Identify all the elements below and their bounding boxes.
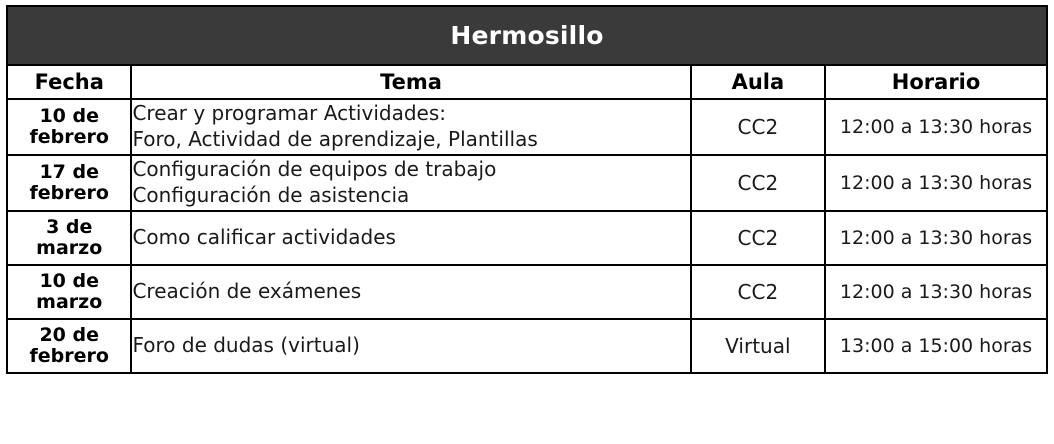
cell-horario: 12:00 a 13:30 horas (825, 155, 1047, 211)
cell-aula: CC2 (691, 211, 826, 265)
cell-fecha (7, 155, 131, 211)
tema-line-2: Foro, Actividad de aprendizaje, Plantillas (132, 127, 538, 151)
fecha-line-1: 10 de (39, 269, 99, 292)
fecha-line-1: 3 de (46, 215, 93, 238)
cell-tema (131, 99, 690, 155)
tema-line-1: Foro de dudas (virtual) (132, 333, 360, 358)
cell-aula: CC2 (691, 99, 826, 155)
cell-tema (131, 211, 690, 265)
tema-line-1: Crear y programar Actividades: (132, 101, 446, 126)
cell-fecha (7, 265, 131, 319)
table-row (7, 265, 1047, 319)
cell-aula: CC2 (691, 265, 826, 319)
cell-tema (131, 155, 690, 211)
table-title-row (7, 6, 1047, 65)
table-row (7, 211, 1047, 265)
cell-aula: Virtual (691, 319, 826, 373)
page-title: Hermosillo (7, 6, 1047, 65)
fecha-line-2: febrero (29, 182, 109, 204)
column-header-tema: Tema (131, 65, 690, 99)
table-row (7, 155, 1047, 211)
fecha-line-1: 17 de (39, 160, 99, 183)
cell-horario: 12:00 a 13:30 horas (825, 211, 1047, 265)
table-row (7, 99, 1047, 155)
schedule-document (0, 5, 1054, 444)
cell-aula: CC2 (691, 155, 826, 211)
schedule-table (6, 5, 1048, 374)
cell-horario: 12:00 a 13:30 horas (825, 99, 1047, 155)
cell-fecha (7, 319, 131, 373)
column-header-horario: Horario (825, 65, 1047, 99)
column-header-aula: Aula (691, 65, 826, 99)
tema-line-1: Configuración de equipos de trabajo (132, 157, 497, 182)
fecha-line-2: febrero (29, 126, 109, 148)
fecha-line-1: 20 de (39, 323, 99, 346)
tema-line-2: Configuración de asistencia (132, 183, 410, 207)
cell-horario: 12:00 a 13:30 horas (825, 265, 1047, 319)
tema-line-1: Como calificar actividades (132, 225, 396, 250)
tema-line-1: Creación de exámenes (132, 279, 362, 304)
cell-tema (131, 319, 690, 373)
fecha-line-2: febrero (29, 345, 109, 367)
fecha-line-2: marzo (36, 237, 103, 259)
fecha-line-1: 10 de (39, 104, 99, 127)
table-header-row (7, 65, 1047, 99)
cell-tema (131, 265, 690, 319)
fecha-line-2: marzo (36, 291, 103, 313)
column-header-fecha: Fecha (7, 65, 131, 99)
cell-fecha (7, 211, 131, 265)
table-row (7, 319, 1047, 373)
cell-fecha (7, 99, 131, 155)
cell-horario: 13:00 a 15:00 horas (825, 319, 1047, 373)
